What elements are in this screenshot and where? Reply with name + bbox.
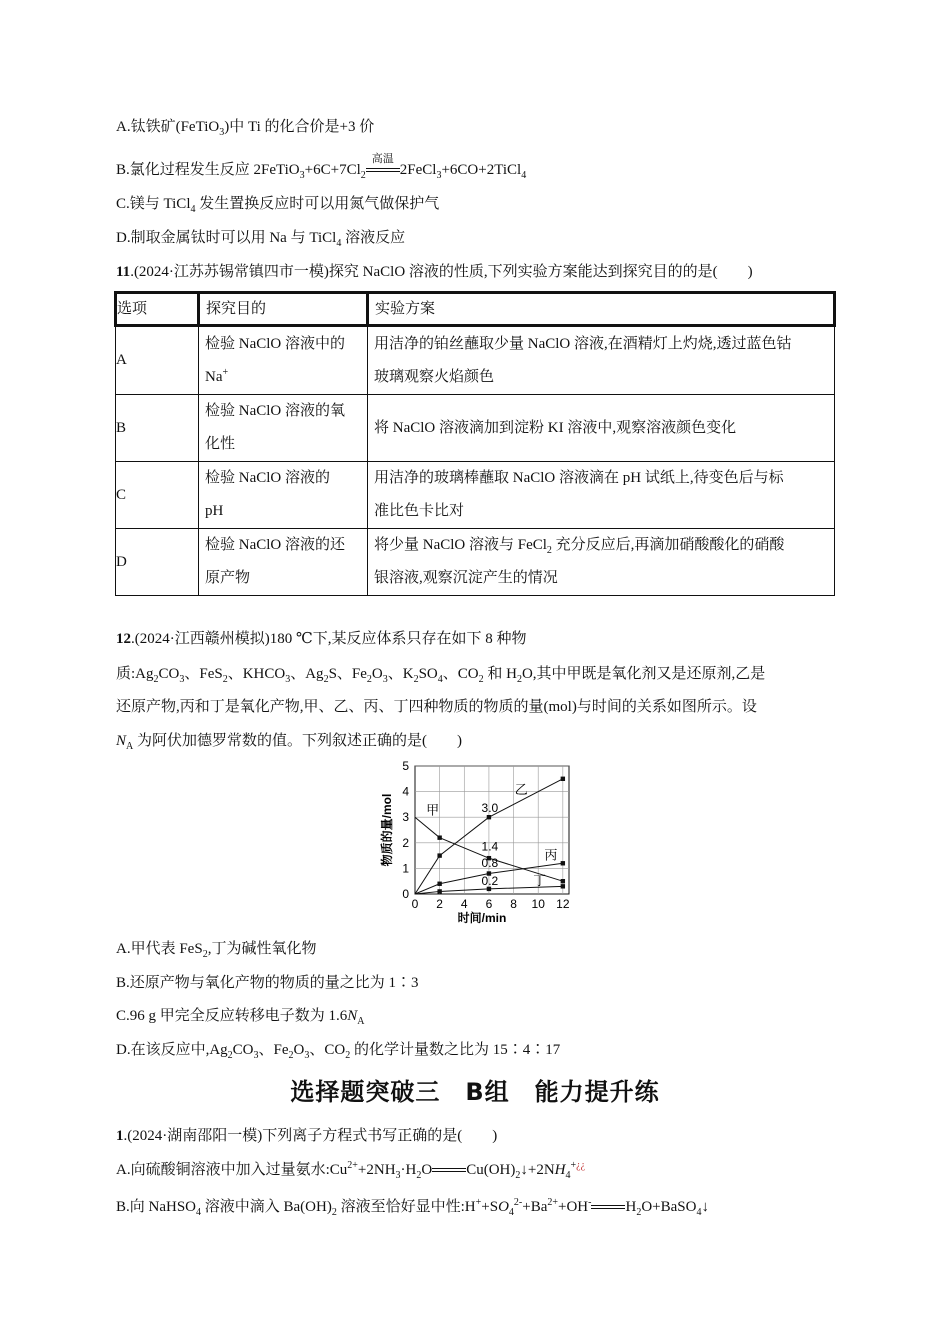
section-title: 选择题突破三 B组 能力提升练 <box>290 1078 660 1106</box>
value-annotation: 1.4 <box>481 839 499 854</box>
x-tick-label: 10 <box>531 897 545 911</box>
row-option: B <box>116 395 199 462</box>
q12-stem-line3: 还原产物,丙和丁是氧化产物,甲、乙、丙、丁四种物质的物质的量(mol)与时间的关系如图所示。设 <box>116 699 757 715</box>
row-purpose: 检验 NaClO 溶液的 pH <box>199 462 368 529</box>
data-point <box>561 879 565 883</box>
header-plan: 实验方案 <box>368 293 835 326</box>
q12-stem-line2: 质$:Ag_2CO_3$、FeS$_2$、$KHCO_3$、$Ag_2S$、$Fe_2O_3$、$K_2SO_4$、$CO_2$ 和 $H_2O$,其中甲既是氧化剂又是还原剂,乙是 <box>116 666 766 685</box>
row-purpose: 检验 NaClO 溶液中的 Na+ <box>199 326 368 395</box>
value-annotation: 3.0 <box>481 801 499 816</box>
data-point <box>561 884 565 888</box>
data-point <box>437 882 441 886</box>
data-point <box>561 861 565 865</box>
y-tick-label: 0 <box>402 887 409 901</box>
x-tick-label: 6 <box>485 897 493 911</box>
table-header-row <box>116 293 835 326</box>
x-axis-label: 时间/min <box>457 911 507 925</box>
q12-option-d: D.在该反应中$,Ag_2CO_3$、$Fe_2O_3$、$CO_2$ 的化学计量数之比为 15∶4∶17 <box>116 1042 561 1061</box>
row-option: C <box>116 462 199 529</box>
q10-option-a: A.钛铁矿(FeTiO$_3$)中 Ti 的化合价是+3 价 <box>116 119 375 138</box>
x-tick-label: 2 <box>436 897 443 911</box>
series-label: 丁 <box>533 873 547 889</box>
q12-option-b: B.还原产物与氧化产物的物质的量之比为 1∶3 <box>116 975 419 991</box>
data-point <box>437 835 441 839</box>
y-tick-label: 1 <box>402 861 409 876</box>
row-option: A <box>116 326 199 395</box>
header-option: 选项 <box>116 293 199 326</box>
y-tick-label: 4 <box>402 784 409 799</box>
y-axis-label: 物质的量/mol <box>380 793 394 867</box>
x-tick-label: 8 <box>510 897 517 911</box>
q10-option-d: D.制取金属钛时可以用 Na 与 TiCl$_4$ 溶液反应 <box>116 230 406 249</box>
reaction-arrow <box>432 1165 466 1177</box>
row-purpose: 检验 NaClO 溶液的还 原产物 <box>199 529 368 596</box>
series-label: 丙 <box>544 847 558 863</box>
q12-option-a: A.甲代表 FeS$_2$,丁为碱性氧化物 <box>116 941 317 960</box>
b1-stem: 1.(2024·湖南邵阳一模)下列离子方程式书写正确的是( ) <box>116 1128 498 1144</box>
data-point <box>437 889 441 893</box>
series-label: 乙 <box>514 782 528 798</box>
x-tick-label: 0 <box>411 897 419 911</box>
data-point <box>487 815 491 819</box>
table-row <box>116 462 835 529</box>
q10-option-c: C.镁与 TiCl$_4$ 发生置换反应时可以用氮气做保护气 <box>116 196 440 215</box>
row-plan: 将少量 NaClO 溶液与 FeCl$_2$ 充分反应后,再滴加硝酸酸化的硝酸 银溶液,观察沉淀产生的情况 <box>368 529 835 596</box>
q12-stem-line1: 12.(2024·江西赣州模拟)180 ℃下,某反应体系只存在如下 8 种物 <box>116 631 527 647</box>
q12-option-c: C.96 g 甲完全反应转移电子数为 $1.6N_A$ <box>116 1008 365 1027</box>
row-plan: 用洁净的玻璃棒蘸取 NaClO 溶液滴在 pH 试纸上,待变色后与标 准比色卡比对 <box>368 462 835 529</box>
header-purpose: 探究目的 <box>199 293 368 326</box>
row-plan: 将 NaClO 溶液滴加到淀粉 KI 溶液中,观察溶液颜色变化 <box>368 395 835 462</box>
q11-stem: 11.(2024·江苏苏锡常镇四市一模)探究 NaClO 溶液的性质,下列实验方案能达到探究目的的是( ) <box>116 264 753 280</box>
data-point <box>437 853 441 857</box>
table-row <box>116 529 835 596</box>
data-point <box>561 777 565 781</box>
row-option: D <box>116 529 199 596</box>
row-plan: 用洁净的铂丝蘸取少量 NaClO 溶液,在酒精灯上灼烧,透过蓝色钴 玻璃观察火焰颜色 <box>368 326 835 395</box>
q12-stem-line4: $N_A$ 为阿伏加德罗常数的值。下列叙述正确的是( ) <box>116 733 462 752</box>
q10-option-b: B.氯化过程发生反应 $2FeTiO_3+6C+7Cl_2$ 高温 2FeCl$_3$+6CO+2TiCl$_4$ <box>116 152 527 181</box>
y-tick-label: 5 <box>402 759 409 773</box>
value-annotation: 0.8 <box>481 856 499 871</box>
x-tick-label: 4 <box>460 897 468 911</box>
b1-option-a: A.向硫酸铜溶液中加入过量氨水$:Cu^{2+}+2NH_3\cdot H_2O$ $Cu(OH)_2↓+2NH_4^{+¿¿}$ <box>116 1160 586 1181</box>
value-annotation: 0.2 <box>481 874 499 889</box>
q11-table <box>114 291 836 596</box>
q12-chart <box>372 757 592 932</box>
series-label: 甲 <box>426 802 440 818</box>
y-tick-label: 2 <box>402 835 409 850</box>
table-row <box>116 395 835 462</box>
x-tick-label: 12 <box>556 897 570 911</box>
reaction-arrow <box>591 1202 625 1214</box>
table-row <box>116 326 835 395</box>
reaction-arrow: 高温 <box>366 165 400 177</box>
b1-option-b: B.向 NaHSO$_4$ 溶液中滴入 $Ba(OH)_2$ 溶液至恰好显中性$:H^++SO_4^{2-}+Ba^{2+}+OH^-$ $H_2O+BaSO_4↓$ <box>116 1197 709 1218</box>
y-tick-label: 3 <box>402 810 409 825</box>
row-purpose: 检验 NaClO 溶液的氧 化性 <box>199 395 368 462</box>
